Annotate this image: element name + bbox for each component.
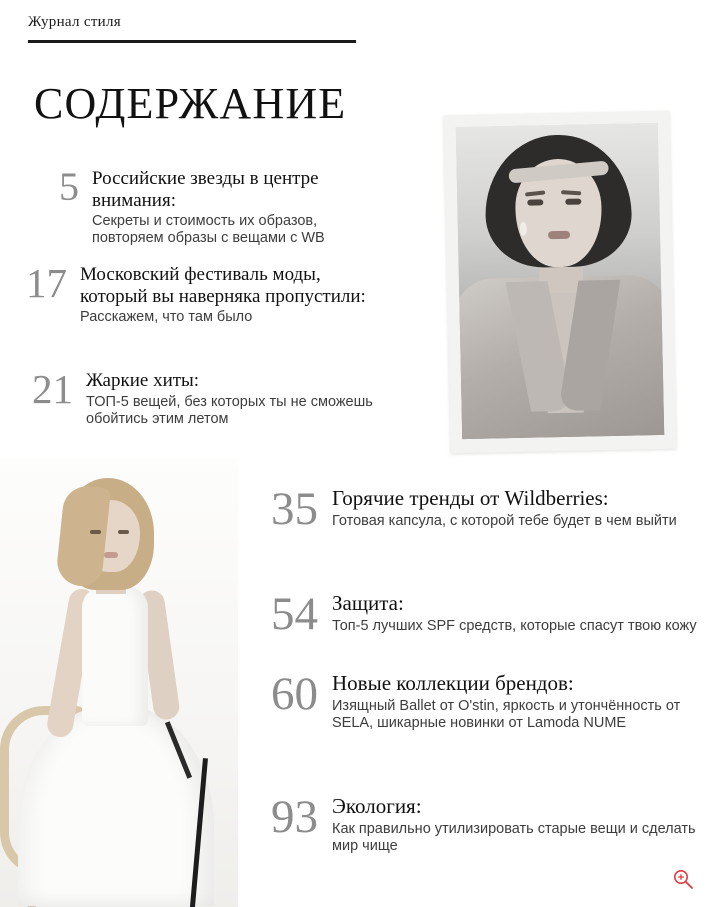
toc-entry-description: Изящный Ballet от O'stin, яркость и утончённость от SELA, шикарные новинки от Lamoda NUME: [332, 697, 681, 732]
toc-entry-text: [332, 672, 700, 732]
toc-page-number: 35: [271, 483, 318, 535]
toc-page-number: 21: [32, 366, 73, 412]
eye-right: [565, 199, 581, 205]
toc-entry-text: [86, 370, 390, 428]
toc-entry-description: Расскажем, что там было: [80, 309, 253, 326]
photo-model-white-dress: [0, 458, 238, 907]
toc-entry-text: [80, 264, 390, 326]
toc-entry-text: [332, 592, 700, 635]
toc-entry-text: [332, 795, 700, 855]
toc-entry-heading: Защита:: [332, 591, 404, 615]
toc-entry-heading: Горячие тренды от Wildberries:: [332, 486, 609, 510]
lips-shape: [548, 231, 570, 239]
masthead-title: Журнал стиля: [28, 14, 121, 30]
masthead: [28, 14, 356, 43]
toc-entry[interactable]: [24, 366, 390, 428]
toc-entry[interactable]: [30, 164, 390, 248]
dress-bodice-shape: [82, 586, 148, 726]
photo-model-denim-jacket-image: [456, 123, 664, 439]
photo-model-denim-jacket: [443, 111, 676, 454]
toc-entry[interactable]: [18, 260, 390, 326]
eye-right: [118, 530, 129, 534]
toc-entry-description: Топ-5 лучших SPF средств, которые спасут твою кожу: [332, 617, 697, 634]
toc-entry-description: Как правильно утилизировать старые вещи и сделать мир чище: [332, 820, 696, 855]
toc-entry-heading: Московский фестиваль моды, который вы наверняка пропустили:: [80, 264, 366, 307]
toc-entry-heading: Экология:: [332, 794, 422, 818]
toc-entry-text: [332, 487, 700, 530]
masthead-divider: [28, 40, 356, 43]
toc-entry-description: Секреты и стоимость их образов, повторяем образы с вещами с WB: [92, 213, 325, 247]
zoom-magnifier-icon[interactable]: [671, 867, 695, 891]
toc-entry[interactable]: [240, 791, 700, 855]
toc-page-number: 54: [271, 588, 318, 640]
toc-entry[interactable]: [240, 668, 700, 732]
toc-entry-heading: Российские звезды в центре внимания:: [92, 168, 319, 211]
eye-left: [90, 530, 101, 534]
toc-entry-description: Готовая капсула, с которой тебе будет в чем выйти: [332, 512, 677, 529]
lips-shape: [104, 552, 118, 558]
eye-left: [527, 199, 543, 205]
toc-page-number: 5: [59, 164, 79, 209]
toc-entry-heading: Жаркие хиты:: [86, 370, 200, 391]
toc-page-number: 93: [271, 791, 318, 843]
earring-shape: [520, 222, 527, 236]
toc-entry[interactable]: [240, 588, 700, 640]
toc-page-number: 60: [271, 668, 318, 720]
toc-entry-text: [92, 168, 390, 248]
toc-entry-description: ТОП-5 вещей, без которых ты не сможешь обойтись этим летом: [86, 393, 373, 427]
toc-entry-heading: Новые коллекции брендов:: [332, 671, 574, 695]
toc-page-number: 17: [26, 260, 67, 306]
page-title: СОДЕРЖАНИЕ: [34, 79, 347, 128]
toc-entry[interactable]: [240, 483, 700, 535]
